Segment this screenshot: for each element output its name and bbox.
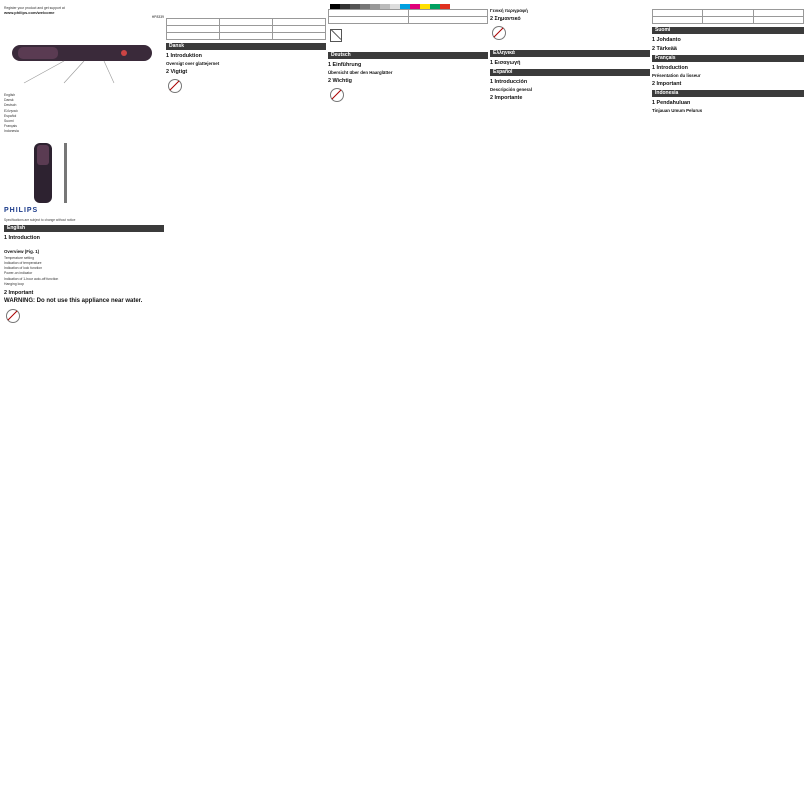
section-bar-suomi: Suomi (652, 27, 804, 34)
francais-important-title: 2 Important (652, 81, 682, 87)
section-bar-indonesia: Indonesia (652, 90, 804, 97)
indonesia-overview-title: Tinjauan Umum Pelurus (652, 108, 703, 113)
overview-item: Indication of temperature (4, 261, 42, 266)
section-bar-dansk: Dansk (166, 43, 326, 50)
francais-intro-title: 1 Introduction (652, 65, 688, 71)
indonesia-intro-title: 1 Pendahuluan (652, 100, 691, 106)
support-url: www.philips.com/welcome (4, 10, 55, 15)
column-5 (652, 6, 804, 794)
troubleshooting-table (652, 9, 804, 24)
language-item: Deutsch (4, 103, 17, 108)
no-water-icon (492, 26, 506, 40)
dansk-intro-title: 1 Introduktion (166, 53, 202, 59)
language-item: Dansk (4, 98, 14, 103)
overview-item: Temperature setting (4, 255, 34, 260)
specification-table (328, 9, 488, 24)
deutsch-important-title: 2 Wichtig (328, 78, 352, 84)
column-2 (166, 6, 326, 794)
suomi-intro-title: 1 Johdanto (652, 37, 681, 43)
espanol-overview-title: Descripción general (490, 87, 532, 92)
language-item: Suomi (4, 119, 14, 124)
no-water-icon (6, 309, 20, 323)
espanol-important-title: 2 Importante (490, 95, 523, 101)
brand-logo: PHILIPS (4, 206, 39, 214)
francais-overview-title: Présentation du lisseur (652, 73, 701, 78)
dansk-overview-title: Oversigt over glattejernet (166, 61, 220, 66)
register-line: Register your product and get support at (4, 6, 65, 10)
overview-item: Indication of 1-hour auto-off function (4, 276, 59, 281)
deutsch-intro-title: 1 Einführung (328, 62, 362, 68)
language-item: Español (4, 113, 17, 118)
language-item: Français (4, 124, 18, 129)
greek-important-title: 2 Σημαντικό (490, 16, 521, 22)
product-figure (4, 135, 164, 205)
overview-item: Indication of lock function (4, 266, 43, 271)
english-overview-title: Overview (Fig. 1) (4, 248, 40, 254)
section-bar-greek: Ελληνικά (490, 50, 650, 57)
model-number: HP8339 (151, 15, 164, 19)
column-3 (328, 6, 488, 794)
body-text (4, 243, 164, 247)
overview-item: Hanging loop (4, 281, 24, 286)
recycle-bin-icon (330, 29, 342, 42)
section-bar-english: English (4, 225, 164, 232)
deutsch-overview-title: Übersicht über den Haarglätter (328, 70, 393, 75)
section-bar-francais: Français (652, 55, 804, 62)
language-item: Indonesia (4, 129, 19, 134)
language-item: English (4, 93, 16, 97)
warning-text: WARNING: Do not use this appliance near water. (4, 298, 143, 305)
column-1 (4, 6, 164, 794)
column-4 (490, 6, 650, 794)
greek-overview-title: Γενική περιγραφή (490, 8, 528, 13)
language-item: Ελληνικά (4, 108, 18, 113)
section-title (166, 9, 326, 15)
english-important-title: 2 Important (4, 290, 34, 297)
dansk-important-title: 2 Vigtigt (166, 69, 188, 75)
section-bar-deutsch: Deutsch (328, 52, 488, 59)
troubleshooting-table (166, 18, 326, 40)
language-list (4, 93, 164, 135)
suomi-important-title: 2 Tärkeää (652, 46, 677, 52)
cover-footer: Specifications are subject to change without notice (4, 217, 76, 222)
espanol-intro-title: 1 Introducción (490, 79, 528, 85)
section-bar-espanol: Español (490, 69, 650, 76)
no-water-icon (168, 79, 182, 93)
straightener-illustration (4, 21, 164, 93)
english-intro-title: 1 Introduction (4, 234, 40, 241)
greek-intro-title: 1 Εισαγωγή (490, 60, 521, 66)
no-water-icon (330, 88, 344, 102)
english-overview-list (4, 256, 164, 287)
overview-item: Power-on indicator (4, 271, 33, 276)
